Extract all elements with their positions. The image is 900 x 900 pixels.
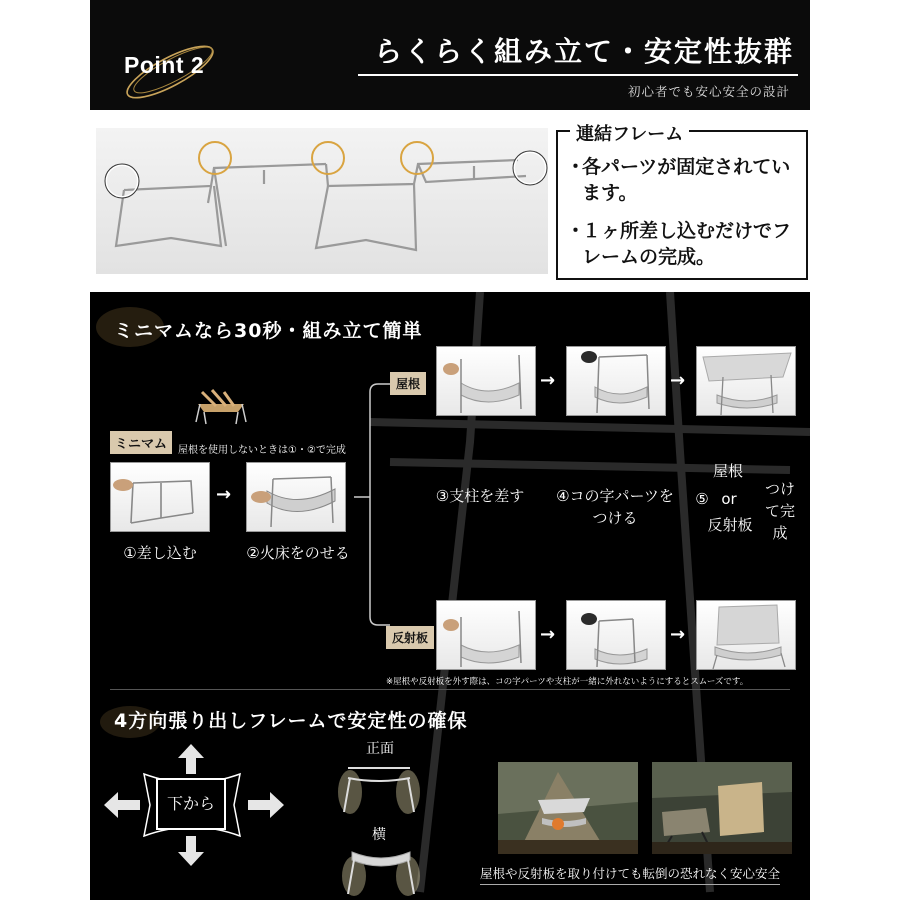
arrow-right-icon [246, 790, 286, 820]
arrow: → [216, 484, 232, 505]
under-view-label: 下から [156, 778, 226, 830]
step2-photo [246, 462, 346, 532]
roof-step4-photo [566, 346, 666, 416]
reflector-step4-photo [566, 600, 666, 670]
reflector-complete-photo [696, 600, 796, 670]
note-item [566, 154, 800, 206]
section-divider [110, 689, 790, 690]
note-item [566, 218, 800, 270]
minimum-label: ミニマム [110, 431, 172, 454]
branch-reflector-label: 反射板 [386, 626, 434, 649]
roof-step3-photo [436, 346, 536, 416]
arrow-left-icon [102, 790, 142, 820]
branch-roof-label: 屋根 [390, 372, 426, 395]
header-banner [90, 0, 810, 110]
connected-frame-photo [96, 128, 548, 274]
step5-or-label: or [721, 490, 737, 508]
point-logo [118, 38, 228, 100]
minimum-note: 屋根を使用しないときは①・②で完成 [178, 445, 346, 456]
reflector-step3-photo [436, 600, 536, 670]
step1-label: ①差し込む [123, 544, 197, 562]
assembly-title: ミニマムなら30秒・組み立て簡単 [114, 320, 423, 342]
step1-photo [110, 462, 210, 532]
step3-label: ③支柱を差す [435, 487, 525, 505]
note-text: 各パーツが固定されています。 [582, 156, 791, 204]
connected-frame-note [556, 124, 808, 280]
header-subtitle: 初心者でも安心安全の設計 [627, 84, 790, 99]
arrow: → [670, 370, 686, 391]
assembly-footnote: ※屋根や反射板を外す際は、コの字パーツや支柱が一緒に外れないようにするとスムーズです。 [386, 677, 749, 687]
note-text: １ヶ所差し込むだけでフレームの完成。 [582, 220, 792, 268]
roof-complete-photo [696, 346, 796, 416]
step2-label: ②火床をのせる [246, 544, 350, 562]
step5-roof-label: 屋根 [712, 462, 743, 480]
bullet: ・ [566, 220, 586, 242]
step5-number: ⑤ [695, 490, 709, 508]
point-label: Point 2 [124, 52, 205, 78]
header-title: らくらく組み立て・安定性抜群 [373, 35, 794, 68]
step5-finish-label: つけて完成 [764, 480, 795, 542]
stability-title: 4方向張り出しフレームで安定性の確保 [114, 710, 468, 732]
minimum-photo [190, 382, 252, 426]
front-view-illustration [334, 758, 424, 820]
step4-label: ④コの字パーツをつける [556, 487, 674, 527]
arrow: → [540, 370, 556, 391]
arrow: → [670, 624, 686, 645]
assembly-section [90, 292, 810, 900]
side-view-illustration [338, 838, 424, 898]
step5-reflector-label: 反射板 [707, 516, 753, 534]
front-view-label: 正面 [366, 741, 394, 757]
header-rule [358, 74, 798, 76]
branch-connector [352, 372, 392, 642]
stability-caption: 屋根や反射板を取り付けても転倒の恐れなく安心安全 [480, 864, 780, 885]
campsite-photo-reflector [652, 762, 792, 854]
bullet: ・ [566, 156, 586, 178]
campsite-photo-roof [498, 762, 638, 854]
arrow: → [540, 624, 556, 645]
side-view-label: 横 [372, 827, 386, 843]
note-label: 連結フレーム [570, 120, 689, 146]
